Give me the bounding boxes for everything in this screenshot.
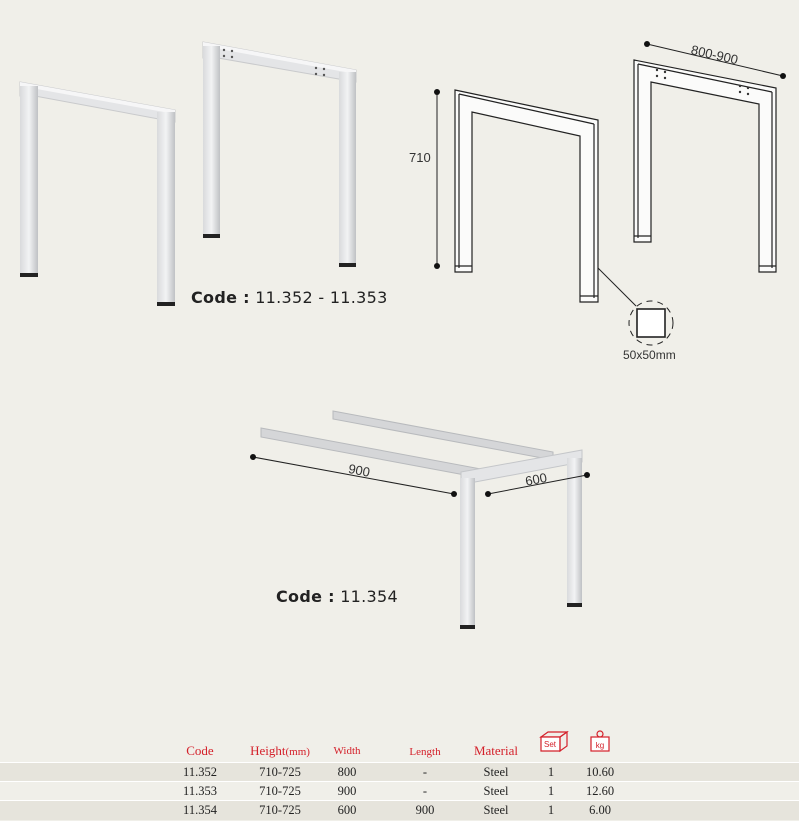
code-value: 11.354 [340,587,398,606]
cell-kg: 6.00 [589,803,611,817]
header-code: Code [186,743,214,758]
cell-height: 710-725 [259,765,301,779]
header-height-text: Height [250,743,286,758]
cell-set: 1 [547,784,555,798]
cell-code: 11.354 [183,803,217,817]
cell-width: 900 [337,784,357,798]
cell-code: 11.352 [183,765,217,779]
depth-dimension-label: 600 [524,469,549,489]
table-header [0,735,799,763]
header-length: Length [409,746,441,758]
cell-set: 1 [547,803,555,817]
code-prefix: Code : [191,288,250,307]
set-icon-text: Set [543,740,557,749]
cell-length: 900 [415,803,435,817]
table-row [0,800,799,820]
header-height-unit: (mm) [285,746,310,758]
frame-drawing-back [634,60,776,272]
height-dimension-label: 710 [409,150,431,165]
code-value: 11.352 - 11.353 [255,288,388,307]
cell-material: Steel [483,765,509,779]
cell-height: 710-725 [259,784,301,798]
length-dimension-label: 900 [347,461,372,480]
header-width: Width [333,745,361,757]
height-dimension-line [434,89,440,269]
profile-detail [598,268,673,345]
header-height [242,743,318,759]
frame-11352-photo [20,82,175,306]
cell-material: Steel [483,803,509,817]
kg-icon-text: kg [595,741,605,750]
code-label-11354 [276,587,398,606]
cell-width: 800 [337,765,357,779]
profile-dimension-label: 50x50mm [623,348,676,362]
weight-kg-icon [589,729,611,755]
cell-length: - [422,765,428,779]
cell-width: 600 [337,803,357,817]
header-material: Material [473,743,519,758]
set-box-icon [538,729,570,755]
table-row [0,781,799,801]
cell-set: 1 [547,765,555,779]
frame-drawing-front [455,90,598,302]
code-prefix: Code : [276,587,335,606]
cell-length: - [422,784,428,798]
cell-material: Steel [483,784,509,798]
cell-code: 11.353 [183,784,217,798]
width-dimension-label: 800-900 [689,42,740,68]
table-row [0,762,799,782]
frame-11353-photo [203,42,356,267]
cell-kg: 10.60 [585,765,615,779]
cell-height: 710-725 [259,803,301,817]
cell-kg: 12.60 [585,784,615,798]
code-label-11352-11353 [191,288,388,307]
